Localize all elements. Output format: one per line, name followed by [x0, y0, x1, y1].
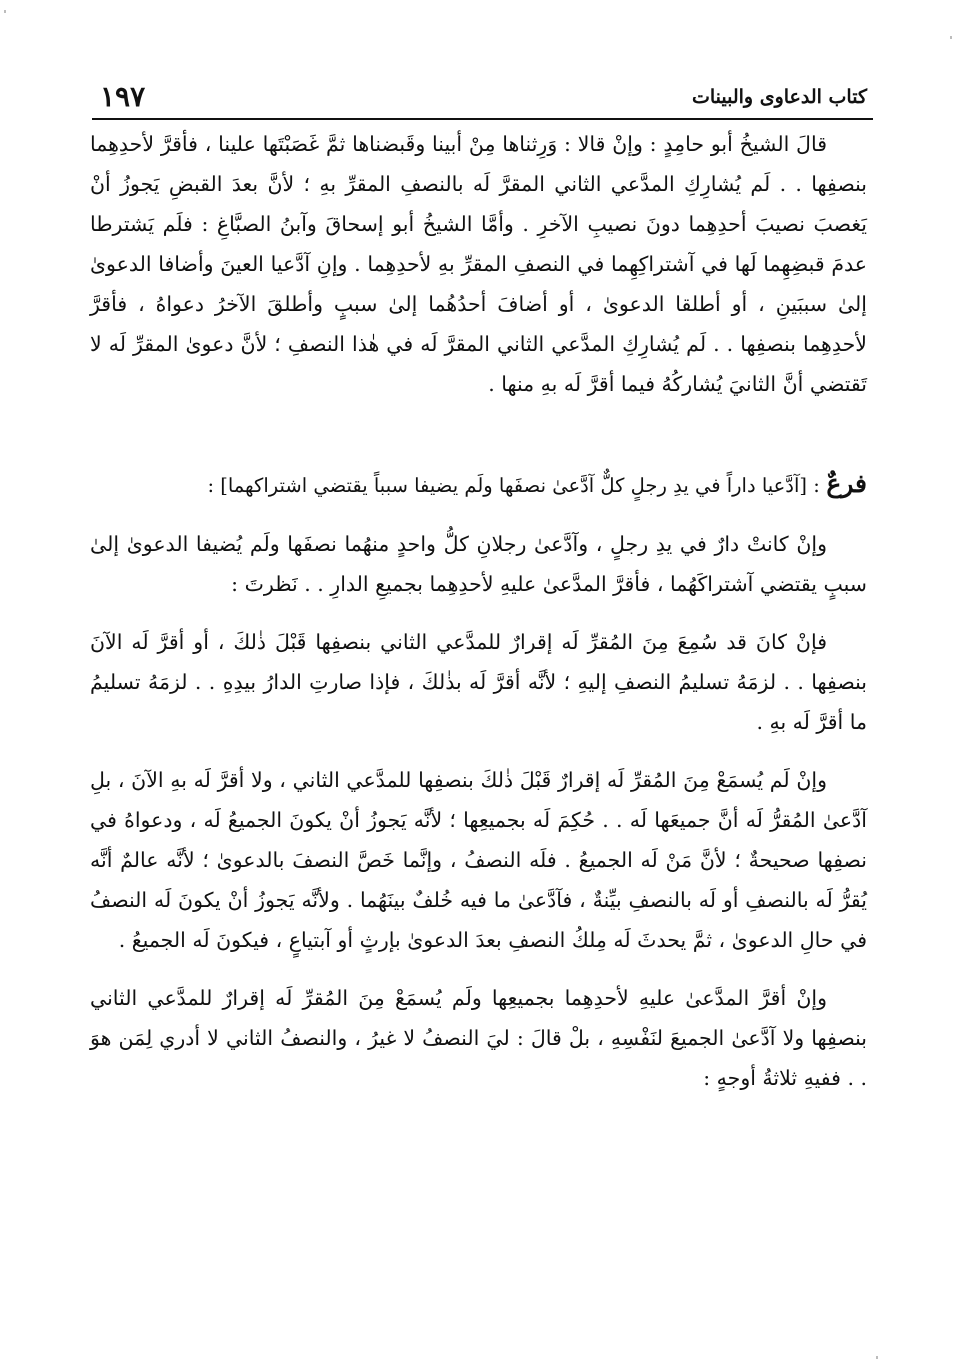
paragraph-gap [90, 604, 867, 622]
page-header [100, 80, 867, 114]
page-number: ١٩٧ [100, 80, 146, 113]
paragraph-2: وإنْ كانتْ دارٌ في يدِ رجلٍ ، وآدَّعىٰ رجلانِ كلُّ واحدٍ منهُما نصفَها ولَم يُضيفا الدعوىٰ إلىٰ سببٍ يقتضي آشتراكَهُما ، فأقرَّ المدَّعىٰ عليهِ لأحدِهِما بجميعِ الدارِ . . نَظرتَ : [90, 532, 867, 596]
page-body [90, 124, 867, 1098]
scan-speck [4, 10, 6, 13]
heading-gap [90, 506, 867, 524]
running-head: كتاب الدعاوى والبينات [691, 86, 867, 108]
paragraph-5: وإنْ أقرَّ المدَّعىٰ عليهِ لأحدِهِما بجميعِها ولَم يُسمَعْ مِنَ المُقرِّ لَه إقرارٌ للمدَّعي الثاني بنصفِها ولا آدَّعىٰ الجميعَ لنَفْسِهِ ، بلْ قالَ : ليَ النصفُ لا غيرُ ، والنصفُ الثاني لا أدري لِمَن هوَ . . ففيهِ ثلاثةُ أوجهٍ : [90, 986, 867, 1090]
paragraph-gap [90, 742, 867, 760]
section-heading-text: : [آدَّعيا داراً في يدِ رجلٍ كلٌّ آدَّعىٰ نصفَها ولَم يضيفا سبباً يقتضي اشتراكهما] : [207, 474, 820, 497]
paragraph-gap [90, 960, 867, 978]
section-gap [90, 404, 867, 464]
paragraph-3: فإنْ كانَ قد سُمِعَ مِنَ المُقرِّ لَه إقرارٌ للمدَّعي الثاني بنصفِها قَبْلَ ذٰلكَ ، أو أقرَّ لَه الآنَ بنصفِها . . لزمَهُ تسليمُ النصفِ إليهِ ؛ لأنَّه أقرَّ لَه بذٰلكَ ، فإذا صارتِ الدارُ بيدِهِ . . لزمَهُ تسليمُ ما أقرَّ لَه بهِ . [90, 630, 867, 734]
scan-speck [950, 36, 952, 39]
section-heading [90, 464, 867, 506]
paragraph-4: وإنْ لَم يُسمَعْ مِنَ المُقرِّ لَه إقرارٌ قَبْلَ ذٰلكَ بنصفِها للمدَّعي الثاني ، ولا أقرَّ لَه بهِ الآنَ ، بلِ آدَّعىٰ المُقرُّ لَه أنَّ جميعَها لَه . . حُكِمَ لَه بجميعِها ؛ لأنَّه يَجوزُ أنْ يكونَ الجميعُ لَه ، ودعواهُ في نصفِها صحيحةٌ ؛ لأنَّ مَنْ لَه الجميعُ . فلَه النصفُ ، وإنَّما خَصَّ النصفَ بالدعوىٰ ؛ لأنَّه عالمٌ أنَّه يُقرُّ لَه بالنصفِ أو لَه بالنصفِ بيِّنةٌ ، فآدَّعىٰ ما فيه خُلفٌ بينَهُما . ولأنَّه يَجوزُ أنْ يكونَ لَه النصفُ في حالِ الدعوىٰ ، ثمَّ يحدثَ لَه مِلكُ النصفِ بعدَ الدعوىٰ بإرثٍ أو آبتياعٍ ، فيكونَ لَه الجميعُ . [90, 768, 867, 952]
section-heading-label: فرعٌ [826, 469, 867, 498]
header-rule [92, 118, 873, 120]
scan-speck [876, 1356, 878, 1359]
paragraph-1: قالَ الشيخُ أبو حامِدٍ : وإنْ قالا : وَرِثناها مِنْ أبينا وقَبضناها ثمَّ غَصَبْتَها علينا ، فأقرَّ لأحدِهِما بنصفِها . . لَم يُشارِكِ المدَّعي الثاني المقرَّ لَه بالنصفِ المقرِّ بهِ ؛ لأنَّ بعدَ القبضِ يَجوزُ أنْ يَغصبَ نصيبَ أحدِهِما دونَ نصيبِ الآخرِ . وأمَّا الشيخُ أبو إسحاقَ وآبنُ الصبَّاغِ : فلَم يَشترطا عدمَ قبضِهِما لَها في آشتراكِهِما في النصفِ المقرِّ بهِ لأحدِهِما . وإنِ آدَّعيا العينَ وأضافا الدعوىٰ إلىٰ سببَينِ ، أو أطلقا الدعوىٰ ، أو أضافَ أحدُهُما إلىٰ سببٍ وأطلقَ الآخرُ دعواهُ ، فأقرَّ لأحدِهِما بنصفِها . . لَم يُشارِكِ المدَّعي الثاني المقرَّ لَه في هٰذا النصفِ ؛ لأنَّ دعوىٰ المقرِّ لَه لا تَقتضي أنَّ الثانيَ يُشاركُهُ فيما أقرَّ لَه بهِ منها . [90, 132, 867, 396]
